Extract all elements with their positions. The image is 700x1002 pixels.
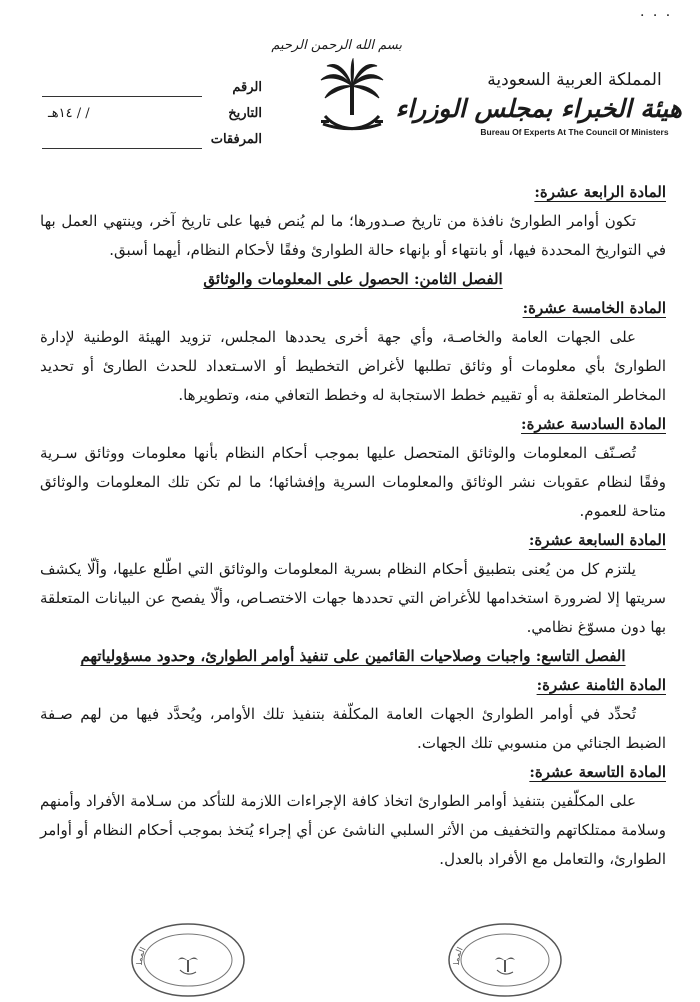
attachments-field xyxy=(42,132,262,158)
corner-marks: · · · xyxy=(640,8,673,24)
svg-text:المملكة العربية السعودية: الممل xyxy=(134,945,148,965)
article-text: على الجهات العامة والخاصـة، وأي جهة أخرى يحددها المجلس، تزويد الهيئة الوطنية لإدارة الطوارئ بأي معلومات أو وثائق تطلبها لأغراض التخطيط أو الاسـتعداد للحدث الطارئ أو تحديد المخاطر المتعلقة به أو تقييم خطط الاستجابة له وخطط التعافي منه، وتطويرها. xyxy=(40,328,666,404)
article-heading: المادة السابعة عشرة: xyxy=(528,531,666,549)
attachments-label: المرفقات xyxy=(210,132,262,147)
number-label: الرقم xyxy=(232,80,262,95)
basmala: بسم الله الرحمن الرحيم xyxy=(271,38,402,53)
article-heading: المادة الثامنة عشرة: xyxy=(536,676,666,694)
org-name-line2: هيئة الخبراء بمجلس الوزراء xyxy=(395,94,682,123)
document-body xyxy=(40,178,666,874)
date-field xyxy=(42,106,262,132)
article-text: على المكلّفين بتنفيذ أوامر الطوارئ اتخاذ كافة الإجراءات اللازمة للتأكد من سـلامة الأفراد وأمنهم وسلامة ممتلكاتهم والتخفيف من الأثر السلبي الناشئ عن أي إجراء يُتخذ بموجب أحكام النظام أو أوامر الطوارئ، والتعامل مع الأفراد بالعدل. xyxy=(40,792,666,868)
date-label: التاريخ xyxy=(228,106,262,121)
attachments-line xyxy=(42,148,202,149)
article-heading: المادة السادسة عشرة: xyxy=(521,415,666,433)
org-name-english: Bureau Of Experts At The Council Of Ministers xyxy=(480,127,669,137)
official-seal-stamp-icon xyxy=(128,912,248,1002)
article-text: يلتزم كل من يُعنى بتطبيق أحكام النظام بسرية المعلومات والوثائق التي اطّلع عليها، وألّا يكشف سريتها إلا لضرورة استخدامها للأغراض التي تحددها جهات الاختصـاص، وألّا يفصح عن البيانات المتعلقة بها دون مسوّغ نظامي. xyxy=(40,560,666,636)
svg-text:المملكة العربية السعودية: الممل xyxy=(451,945,465,965)
emblem-block xyxy=(271,36,402,140)
org-name-line1: المملكة العربية السعودية xyxy=(487,70,662,90)
official-seal-stamp-icon xyxy=(445,912,565,1002)
number-field xyxy=(42,80,262,106)
organization-header xyxy=(395,68,682,138)
chapter-title: الفصل الثامن: الحصول على المعلومات والوثائق xyxy=(203,270,503,288)
article-text: تُصـنّف المعلومات والوثائق المتحصل عليها بموجب أحكام النظام بأنها معلومات ووثائق سـرية وفقًا لنظام عقوبات نشر الوثائق والمعلومات السرية وإفشائها؛ ما لم تكن تلك المعلومات والوثائق متاحة للعموم. xyxy=(40,444,666,520)
reference-fields xyxy=(42,80,262,158)
chapter-title: الفصل التاسع: واجبات وصلاحيات القائمين على تنفيذ أوامر الطوارئ، وحدود مسؤولياتهم xyxy=(80,647,626,665)
number-line xyxy=(42,96,202,97)
article-heading: المادة الخامسة عشرة: xyxy=(522,299,666,317)
date-value: / / ١٤هـ xyxy=(48,106,90,121)
saudi-emblem-icon xyxy=(317,58,387,140)
article-heading: المادة التاسعة عشرة: xyxy=(529,763,666,781)
article-heading: المادة الرابعة عشرة: xyxy=(534,183,666,201)
article-text: تكون أوامر الطوارئ نافذة من تاريخ صـدورها؛ ما لم يُنص فيها على تاريخ آخر، وينتهي العمل بها في التواريخ المحددة فيها، أو بانتهاء أو بإنهاء حالة الطوارئ وفقًا لأحكام النظام، أيهما أسبق. xyxy=(40,212,666,259)
article-text: تُحدِّد في أوامر الطوارئ الجهات العامة المكلّفة بتنفيذ تلك الأوامر، ويُحدَّد فيها من لهم صـفة الضبط الجنائي من منسوبي تلك الجهات. xyxy=(40,705,666,752)
